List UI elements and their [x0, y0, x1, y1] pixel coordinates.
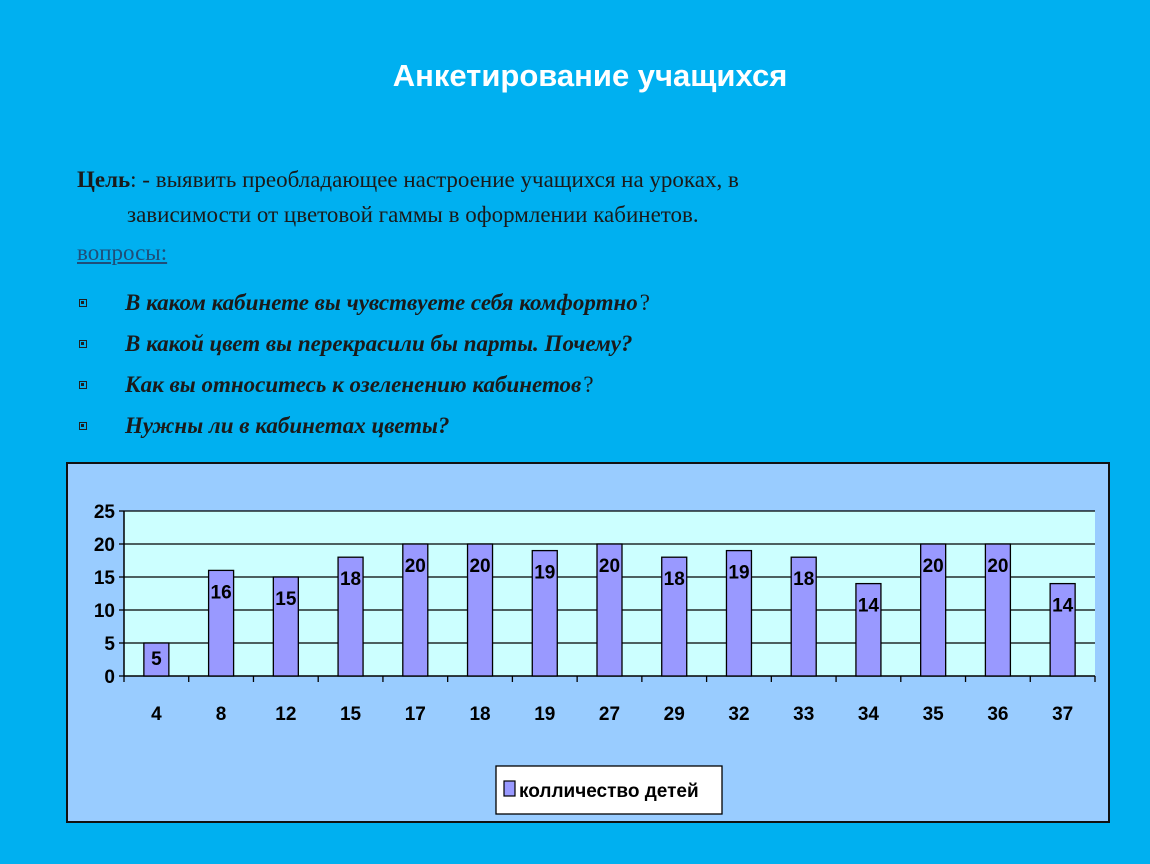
y-tick-label: 0: [104, 667, 115, 688]
x-tick-label: 35: [922, 704, 944, 725]
data-label: 16: [210, 582, 232, 604]
data-label: 19: [728, 562, 750, 584]
data-label: 18: [793, 569, 815, 591]
goal-line-2: зависимости от цветовой гаммы в оформлении кабинетов.: [127, 202, 699, 227]
data-label: 18: [339, 569, 362, 591]
data-label: 20: [404, 556, 426, 577]
question-text: В каком кабинете вы чувствуете себя комфортно: [125, 289, 638, 315]
question-item: [77, 364, 650, 405]
x-tick-label: 27: [598, 704, 621, 725]
data-label: 20: [922, 556, 944, 577]
bullet-icon: [79, 381, 87, 389]
y-tick-label: 5: [104, 634, 115, 655]
x-tick-label: 36: [987, 704, 1009, 725]
question-item: [77, 282, 650, 323]
x-tick-label: 17: [404, 704, 426, 725]
legend-label: колличество детей: [519, 781, 699, 802]
goal-line-1: : - выявить преобладающее настроение учащихся на уроках, в: [130, 167, 739, 192]
x-tick-label: 32: [728, 704, 750, 725]
questions-list: [77, 282, 650, 446]
x-tick-label: 33: [793, 704, 815, 725]
data-label: 5: [151, 649, 162, 670]
legend-swatch: [504, 781, 515, 796]
data-label: 20: [598, 556, 621, 577]
y-tick-label: 20: [93, 535, 115, 556]
bullet-icon: [79, 422, 87, 430]
question-item: [77, 405, 650, 446]
y-tick-label: 15: [93, 568, 115, 589]
data-label: 14: [1052, 595, 1074, 617]
x-tick-label: 19: [534, 704, 556, 725]
y-tick-label: 25: [93, 502, 115, 523]
goal-label: Цель: [77, 167, 131, 192]
data-label: 15: [275, 589, 297, 610]
question-text: Нужны ли в кабинетах цветы?: [125, 412, 450, 438]
data-label: 14: [857, 595, 880, 617]
goal-paragraph: [77, 162, 977, 232]
data-label: 19: [534, 562, 556, 584]
chart-area: [66, 462, 1110, 823]
question-suffix: ?: [583, 371, 594, 397]
x-tick-label: 4: [151, 704, 162, 725]
question-suffix: ?: [639, 289, 650, 315]
bullet-icon: [79, 340, 87, 348]
slide-title: Анкетирование учащихся: [392, 58, 788, 93]
bullet-icon: [79, 299, 87, 307]
x-tick-label: 15: [339, 704, 362, 725]
x-tick-label: 34: [857, 704, 880, 725]
y-tick-label: 10: [93, 601, 115, 622]
x-tick-label: 37: [1052, 704, 1074, 725]
question-text: Как вы относитесь к озеленению кабинетов: [125, 371, 582, 397]
data-label: 18: [663, 569, 685, 591]
x-tick-label: 8: [215, 704, 227, 725]
x-tick-label: 12: [275, 704, 297, 725]
x-tick-label: 29: [663, 704, 685, 725]
data-label: 20: [987, 556, 1009, 577]
bar-chart: [68, 464, 1108, 821]
x-tick-label: 18: [469, 704, 491, 725]
data-label: 20: [469, 556, 491, 577]
question-item: [77, 323, 650, 364]
questions-heading: вопросы:: [77, 240, 168, 265]
question-text: В какой цвет вы перекрасили бы парты. Почему?: [125, 330, 633, 356]
